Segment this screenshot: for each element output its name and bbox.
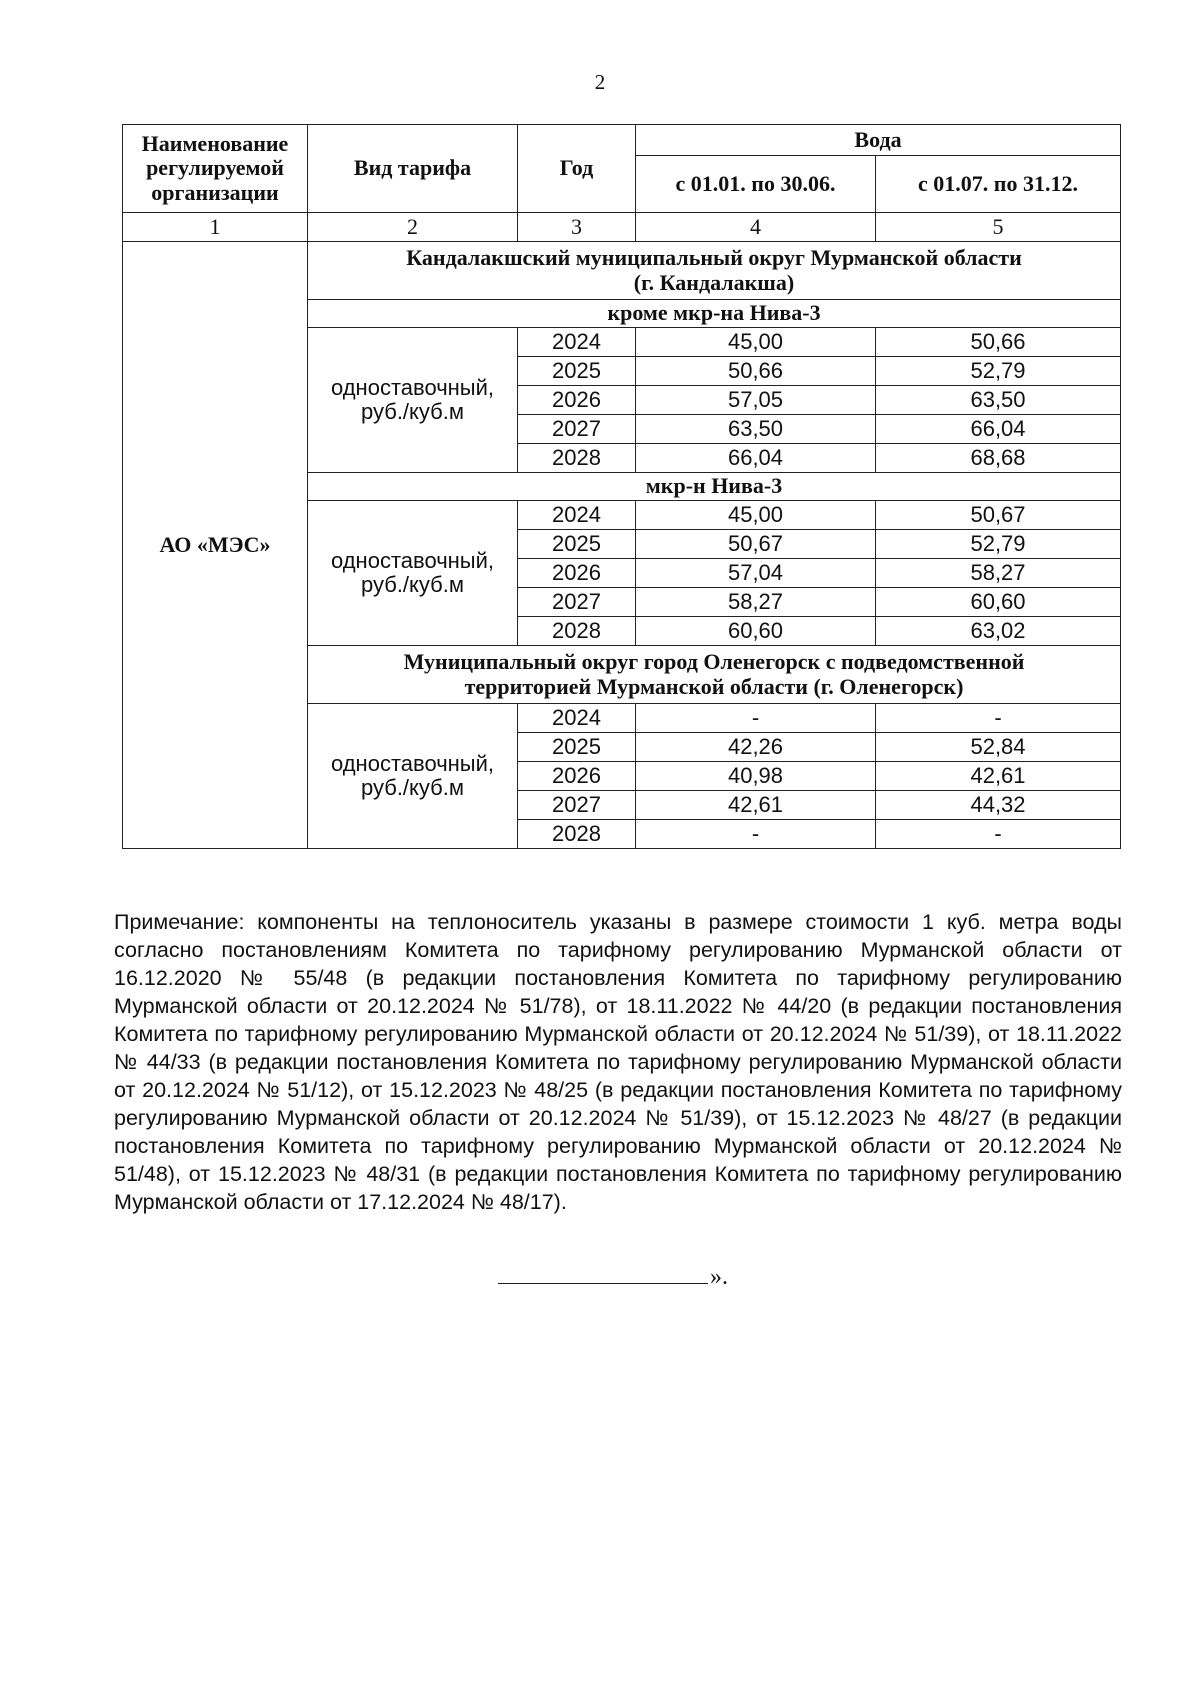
value-cell: 66,04 [636,444,876,473]
value-cell: 63,50 [876,386,1121,415]
value-cell: 58,27 [876,559,1121,588]
value-cell: 57,04 [636,559,876,588]
year-cell: 2026 [518,386,636,415]
header-year: Год [518,125,636,213]
value-cell: - [636,820,876,849]
value-cell: 44,32 [876,791,1121,820]
value-cell: 68,68 [876,444,1121,473]
year-cell: 2025 [518,357,636,386]
section-title [308,242,1121,300]
header-water: Вода [636,125,1121,156]
section-title-line: территорией Мурманской области (г. Оленегорск) [464,673,964,699]
value-cell: 50,66 [636,357,876,386]
value-cell: 60,60 [876,588,1121,617]
value-cell: 45,00 [636,501,876,530]
tariff-type-line: одноставочный, [330,750,495,776]
year-cell: 2028 [518,617,636,646]
value-cell: 52,84 [876,733,1121,762]
value-cell: - [636,704,876,733]
value-cell: 63,02 [876,617,1121,646]
value-cell: 42,61 [876,762,1121,791]
value-cell: - [876,704,1121,733]
tariff-type-line: одноставочный, [330,374,495,400]
subgroup-title: кроме мкр-на Нива-3 [308,300,1121,328]
year-cell: 2024 [518,501,636,530]
tariff-type-line: руб./куб.м [360,775,465,800]
col-number: 4 [636,213,876,242]
value-cell: 66,04 [876,415,1121,444]
year-cell: 2025 [518,530,636,559]
value-cell: 52,79 [876,357,1121,386]
year-cell: 2024 [518,328,636,357]
year-cell: 2027 [518,415,636,444]
closing-quote: ». [710,1264,728,1290]
header-org: Наименование регулируемой организации [123,125,308,213]
year-cell: 2028 [518,820,636,849]
year-cell: 2024 [518,704,636,733]
value-cell: 58,27 [636,588,876,617]
subgroup-title: мкр-н Нива-3 [308,473,1121,501]
section-title-line: Муниципальный округ город Оленегорск с подведомственной [403,649,1025,675]
value-cell: 50,67 [636,530,876,559]
col-number: 1 [123,213,308,242]
value-cell: - [876,820,1121,849]
year-cell: 2027 [518,588,636,617]
section-title-line: (г. Кандалакша) [633,269,795,295]
closing-mark [498,1264,728,1291]
tariff-type-line: руб./куб.м [360,399,465,424]
header-period-2: с 01.07. по 31.12. [876,156,1121,213]
year-cell: 2026 [518,762,636,791]
year-cell: 2027 [518,791,636,820]
col-number: 5 [876,213,1121,242]
value-cell: 50,67 [876,501,1121,530]
value-cell: 52,79 [876,530,1121,559]
value-cell: 57,05 [636,386,876,415]
tariff-type-cell [308,704,518,849]
year-cell: 2028 [518,444,636,473]
tariff-type-cell [308,501,518,646]
tariff-type-cell [308,328,518,473]
value-cell: 60,60 [636,617,876,646]
tariff-type-line: одноставочный, [330,547,495,573]
organization-name: АО «МЭС» [123,242,308,849]
closing-line [498,1282,708,1284]
tariff-table [122,124,1121,849]
value-cell: 42,26 [636,733,876,762]
note-paragraph: Примечание: компоненты на теплоноситель указаны в размере стоимости 1 куб. метра воды согласно постановлениям Комитета по тарифному регулированию Мурманской области от 16.12.2020 № 55/48 (в редакции постановления Комитета по тарифному регулированию Мурманской области от 20.12.2024 № 51/78), от 18.11.2022 № 44/20 (в редакции постановления Комитета по тарифному регулированию Мурманской области от 20.12.2024 № 51/39), от 18.11.2022 № 44/33 (в редакции постановления Комитета по тарифному регулированию Мурманской области от 20.12.2024 № 51/12), от 15.12.2023 № 48/25 (в редакции постановления Комитета по тарифному регулированию Мурманской области от 20.12.2024 № 51/39), от 15.12.2023 № 48/27 (в редакции постановления Комитета по тарифному регулированию Мурманской области от 20.12.2024 № 51/48), от 15.12.2023 № 48/31 (в редакции постановления Комитета по тарифному регулированию Мурманской области от 17.12.2024 № 48/17). [114,910,1122,1214]
value-cell: 63,50 [636,415,876,444]
year-cell: 2026 [518,559,636,588]
page-number: 2 [594,70,606,94]
col-number: 2 [308,213,518,242]
value-cell: 42,61 [636,791,876,820]
value-cell: 45,00 [636,328,876,357]
year-cell: 2025 [518,733,636,762]
value-cell: 50,66 [876,328,1121,357]
value-cell: 40,98 [636,762,876,791]
section-title-line: Кандалакшский муниципальный округ Мурманской области [406,245,1022,271]
header-tariff-type: Вид тарифа [308,125,518,213]
header-period-1: с 01.01. по 30.06. [636,156,876,213]
col-number: 3 [518,213,636,242]
section-title [308,646,1121,704]
tariff-type-line: руб./куб.м [360,572,465,597]
